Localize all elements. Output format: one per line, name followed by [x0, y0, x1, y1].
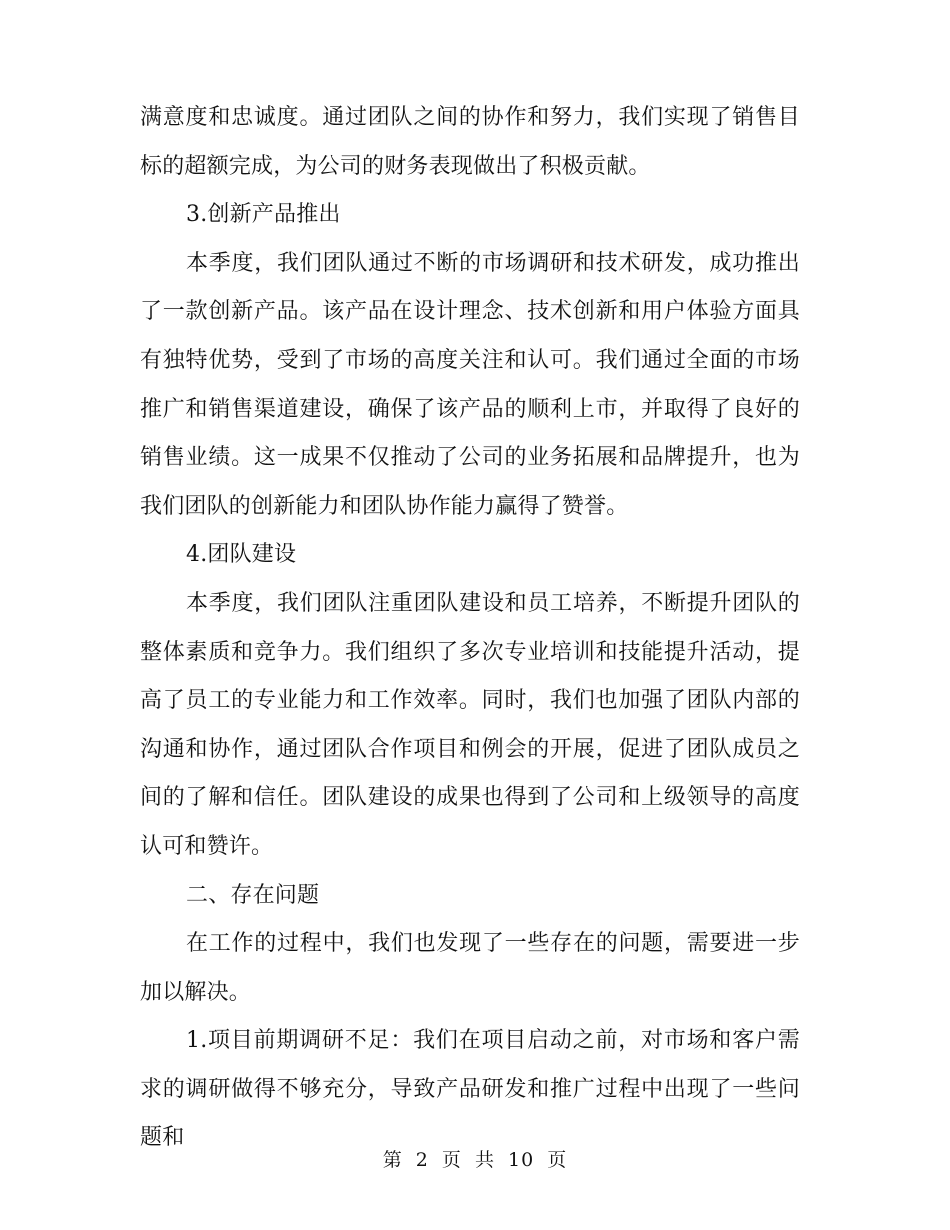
paragraph-team-building: 本季度，我们团队注重团队建设和员工培养，不断提升团队的整体素质和竞争力。我们组织了多次专业培训和技能提升活动，提高了员工的专业能力和工作效率。同时，我们也加强了团队内部的沟通和协作，通过团队合作项目和例会的开展，促进了团队成员之间的了解和信任。团队建设的成果也得到了公司和上级领导的高度认可和赞许。	[140, 590, 800, 859]
paragraph-problems-intro: 在工作的过程中，我们也发现了一些存在的问题，需要进一步加以解决。	[140, 931, 800, 1005]
section-heading-problems: 二、存在问题	[186, 882, 320, 908]
paragraph-innovation: 本季度，我们团队通过不断的市场调研和技术研发，成功推出了一款创新产品。该产品在设计理念、技术创新和用户体验方面具有独特优势，受到了市场的高度关注和认可。我们通过全面的市场推广和销售渠道建设，确保了该产品的顺利上市，并取得了良好的销售业绩。这一成果不仅推动了公司的业务拓展和品牌提升，也为我们团队的创新能力和团队协作能力赢得了赞誉。	[140, 250, 800, 519]
section-heading-team-building: 4.团队建设	[186, 542, 297, 568]
paragraph-continuation: 满意度和忠诚度。通过团队之间的协作和努力，我们实现了销售目标的超额完成，为公司的财务表现做出了积极贡献。	[140, 105, 800, 179]
document-body	[140, 94, 800, 1163]
paragraph-problem-1: 1.项目前期调研不足：我们在项目启动之前，对市场和客户需求的调研做得不够充分，导致产品研发和推广过程中出现了一些问题和	[140, 1028, 800, 1151]
section-heading-innovation: 3.创新产品推出	[186, 202, 341, 228]
page-number-footer: 第 2 页 共 10 页	[382, 1149, 568, 1171]
